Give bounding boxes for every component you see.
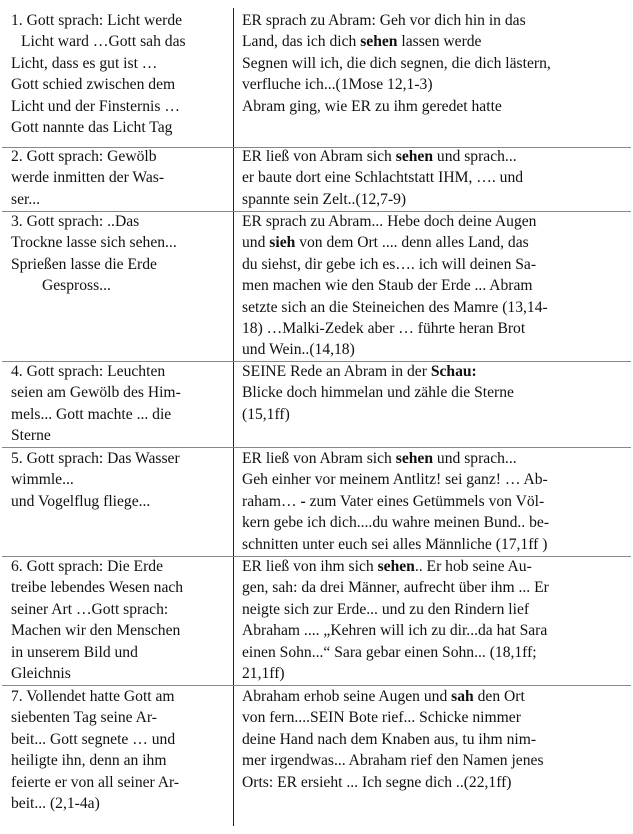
row-6-right-line <box>242 642 628 663</box>
text-run: von fern....SEIN Bote rief... Schicke nimmer <box>242 709 521 727</box>
text-run: ER ließ von Abram sich <box>242 450 396 467</box>
row-1-left-line: Gott schied zwischen dem <box>11 76 176 94</box>
text-run: du siehst, dir gebe ich es…. ich will deinen Sa- <box>242 255 537 273</box>
row-3-left-line: 3. Gott sprach: ..Das <box>11 213 140 230</box>
row-3-right-line <box>242 232 628 253</box>
row-3-right-line <box>242 254 628 275</box>
row-3-right-line <box>242 339 628 360</box>
text-run: (15,1ff) <box>242 405 290 423</box>
text-run: lassen werde <box>397 33 482 51</box>
text-run: von dem Ort .... denn alles Land, das <box>295 234 529 252</box>
text-run: und <box>242 234 270 252</box>
row-5-abraham-cell <box>242 448 628 555</box>
row-1-left-line: 1. Gott sprach: Licht werde <box>11 12 183 29</box>
row-6-left-line: Machen wir den Menschen <box>11 622 181 640</box>
row-6-left-line: in unserem Bild und <box>11 643 138 661</box>
row-3-right-line <box>242 297 628 318</box>
text-run: einen Sohn...“ Sara gebar einen Sohn... (18,1ff; <box>242 643 537 661</box>
text-run: und sprach... <box>433 450 517 467</box>
emphasis-word: sehen <box>377 558 415 575</box>
row-5-left-line: und Vogelflug fliege... <box>11 492 151 510</box>
text-run: SEINE Rede an Abram in der <box>242 363 431 380</box>
text-run: Orts: ER ersieht ... Ich segne dich ..(22,1ff) <box>242 773 512 791</box>
text-run: ER sprach zu Abram: Geh vor dich hin in das <box>242 12 526 29</box>
row-3-left-line: Gespross... <box>42 277 111 295</box>
row-6-right-line <box>242 577 628 598</box>
row-1-abraham-cell <box>242 10 628 117</box>
emphasis-word: - <box>300 492 306 510</box>
row-7-right-line <box>242 750 628 771</box>
text-run: .. Er hob seine Au- <box>414 558 532 575</box>
row-1-left-line: Gott nannte das Licht Tag <box>11 119 173 137</box>
row-1-right-line <box>242 53 628 74</box>
text-run: neigte sich zur Erde... und zu den Rindern lief <box>242 600 530 618</box>
text-run: Abram ging, wie ER zu ihm geredet hatte <box>242 97 502 115</box>
emphasis-word: sieh <box>269 234 296 252</box>
row-1-left-line: Licht ward …Gott sah das <box>21 33 186 51</box>
row-4-genesis-cell <box>11 361 225 447</box>
text-run: 18) …Malki-Zedek aber … führte heran Brot <box>242 320 526 338</box>
row-5-right-line <box>242 512 628 533</box>
row-6-left-line: Gleichnis <box>11 665 71 683</box>
row-7-left-line: beit... Gott segnete … und <box>11 730 176 748</box>
row-7-right-line <box>242 707 628 728</box>
row-6-right-line <box>242 556 628 577</box>
text-run: Abraham .... „Kehren will ich zu dir...da hat Sara <box>242 622 548 640</box>
row-5-genesis-cell <box>11 448 225 512</box>
row-2-genesis-cell <box>11 146 225 210</box>
row-1-genesis-cell <box>11 10 225 138</box>
row-7-abraham-cell <box>242 686 628 793</box>
row-3-genesis-cell <box>11 211 225 297</box>
text-run: setzte sich an die Steineichen des Mamre (13,14- <box>242 298 548 316</box>
row-4-left-line: seien am Gewölb des Him- <box>11 384 181 402</box>
row-2-right-line <box>242 189 628 210</box>
row-2-right-line <box>242 167 628 188</box>
text-run: und sprach... <box>433 148 517 165</box>
row-5-right-line <box>242 469 628 490</box>
text-run: Land, das ich dich <box>242 33 361 51</box>
text-run: er baute dort eine Schlachtstatt IHM, …. und <box>242 169 524 187</box>
row-2-left-line: ser... <box>11 190 41 208</box>
row-5-right-line <box>242 448 628 469</box>
text-run: men machen wie den Staub der Erde ... Abram <box>242 277 533 295</box>
row-4-left-line: Sterne <box>11 427 51 445</box>
row-6-genesis-cell <box>11 556 225 684</box>
emphasis-word: sehen <box>395 148 434 165</box>
row-7-left-line: 7. Vollendet hatte Gott am <box>11 688 175 705</box>
text-run: 21,1ff) <box>242 665 285 683</box>
text-run: verfluche ich...(1Mose 12,1-3) <box>242 76 433 94</box>
text-run: mer irgendwas... Abraham rief den Namen jenes <box>242 752 544 770</box>
row-4-right-line <box>242 361 628 382</box>
row-7-right-line <box>242 729 628 750</box>
text-run: gen, sah: da drei Männer, aufrecht über ihm ... Er <box>242 579 549 597</box>
row-6-right-line <box>242 620 628 641</box>
emphasis-word: sehen <box>395 450 434 467</box>
row-3-right-line <box>242 318 628 339</box>
text-run: kern gebe ich dich....du wahre meinen Bund.. be- <box>242 514 550 532</box>
row-5-right-line <box>242 491 628 512</box>
row-2-left-line: 2. Gott sprach: Gewölb <box>11 148 157 165</box>
text-run: spannte sein Zelt..(12,7-9) <box>242 190 407 208</box>
text-run: den Ort <box>473 688 525 705</box>
row-4-left-line: mels... Gott machte ... die <box>11 405 172 423</box>
row-5-left-line: 5. Gott sprach: Das Wasser <box>11 450 180 467</box>
text-run: Geh einher vor meinem Antlitz! sei ganz! … Ab- <box>242 471 548 489</box>
row-1-left-line: Licht, dass es gut ist … <box>11 54 158 72</box>
row-5-right-line <box>242 534 628 555</box>
row-4-abraham-cell <box>242 361 628 425</box>
text-run: Blicke doch himmelan und zähle die Sterne <box>242 384 514 402</box>
row-6-left-line: seiner Art …Gott sprach: <box>11 600 169 618</box>
text-run: Abraham erhob seine Augen und <box>242 688 452 705</box>
row-5-left-line: wimmle... <box>11 471 74 489</box>
row-3-left-line: Trockne lasse sich sehen... <box>11 234 177 252</box>
text-run: raham… <box>242 492 301 510</box>
row-7-left-line: feierte er von all seiner Ar- <box>11 773 180 791</box>
row-4-left-line: 4. Gott sprach: Leuchten <box>11 363 166 380</box>
row-4-right-line <box>242 404 628 425</box>
row-7-left-line: heiligte ihn, denn an ihm <box>11 752 167 770</box>
row-7-left-line: siebenten Tag seine Ar- <box>11 709 157 727</box>
row-6-abraham-cell <box>242 556 628 684</box>
row-7-genesis-cell <box>11 686 225 814</box>
row-6-right-line <box>242 663 628 684</box>
row-1-right-line <box>242 10 628 31</box>
row-7-left-line: beit... (2,1-4a) <box>11 795 100 813</box>
emphasis-word: sehen <box>360 33 398 51</box>
row-3-right-line <box>242 211 628 232</box>
row-6-left-line: 6. Gott sprach: Die Erde <box>11 558 163 575</box>
row-3-right-line <box>242 275 628 296</box>
row-1-left-line: Licht und der Finsternis … <box>11 97 180 115</box>
text-run: deine Hand nach dem Knaben aus, tu ihm nim- <box>242 730 537 748</box>
row-6-right-line <box>242 599 628 620</box>
text-run: ER ließ von Abram sich <box>242 148 396 165</box>
text-run: und Wein..(14,18) <box>242 341 355 359</box>
text-run: ER sprach zu Abram... Hebe doch deine Augen <box>242 213 537 230</box>
row-1-right-line <box>242 31 628 52</box>
row-1-right-line <box>242 96 628 117</box>
row-2-right-line <box>242 146 628 167</box>
row-2-abraham-cell <box>242 146 628 210</box>
text-run: zum Vater eines Getümmels von Völ- <box>305 492 545 510</box>
row-6-left-line: treibe lebendes Wesen nach <box>11 579 184 597</box>
text-run: schnitten unter euch sei alles Männliche (17,1ff ) <box>242 535 548 553</box>
row-2-left-line: werde inmitten der Was- <box>11 169 165 187</box>
row-4-right-line <box>242 382 628 403</box>
emphasis-word: sah <box>451 688 474 705</box>
text-run: Segnen will ich, die dich segnen, die dich lästern, <box>242 54 551 72</box>
row-3-abraham-cell <box>242 211 628 361</box>
emphasis-word: Schau: <box>430 363 477 380</box>
column-divider <box>233 8 234 826</box>
row-7-right-line <box>242 772 628 793</box>
row-3-left-line: Sprießen lasse die Erde <box>11 255 157 273</box>
text-run: ER ließ von ihm sich <box>242 558 378 575</box>
row-1-right-line <box>242 74 628 95</box>
row-7-right-line <box>242 686 628 707</box>
